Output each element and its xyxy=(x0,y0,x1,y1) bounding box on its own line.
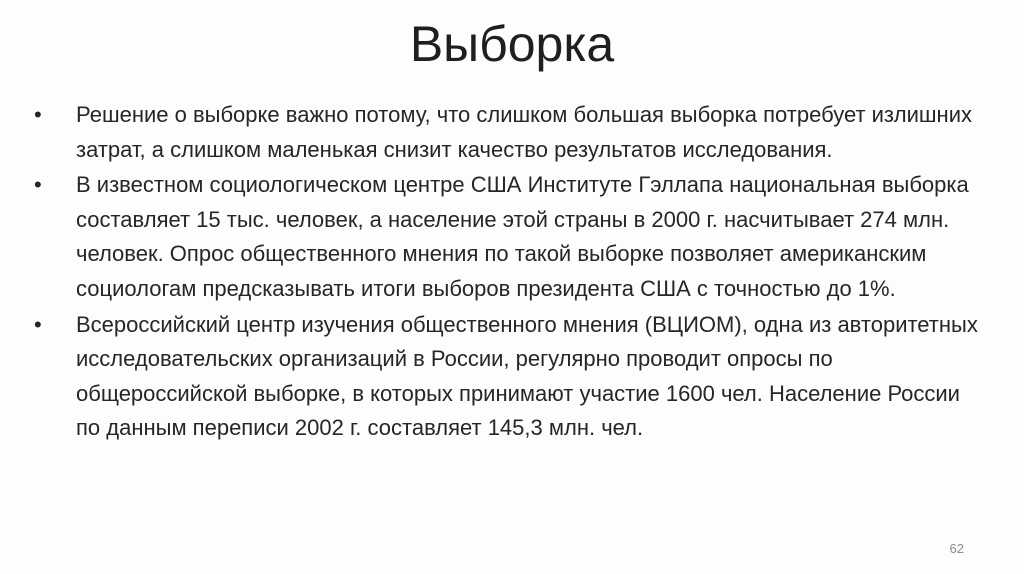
bullet-item xyxy=(34,98,984,167)
bullet-marker: • xyxy=(34,172,42,198)
bullet-marker: • xyxy=(34,311,42,337)
bullet-text: В известном социологическом центре США Институте Гэллапа национальная выборка составляет 15 тыс. человек, а население этой страны в 2000 г. насчитывает 274 млн. человек. Опрос общественного мнения по такой выборке позволяет американским социологам предсказывать итоги выборов президента США с точностью до 1%. xyxy=(76,172,969,301)
bullet-item xyxy=(34,168,984,306)
bullet-text: Всероссийский центр изучения общественного мнения (ВЦИОМ), одна из авторитетных исследовательских организаций в России, регулярно проводит опросы по общероссийской выборке, в которых принимают участие 1600 чел. Население России по данным переписи 2002 г. составляет 145,3 млн. чел. xyxy=(76,311,978,441)
bullet-marker: • xyxy=(34,102,42,127)
slide-title: Выборка xyxy=(409,16,615,72)
bullet-item xyxy=(34,308,984,446)
slide-number: 62 xyxy=(949,541,964,556)
bullet-list xyxy=(34,98,984,447)
bullet-text: Решение о выборке важно потому, что слишком большая выборка потребует излишних затрат, а слишком маленькая снизит качество результатов исследования. xyxy=(76,102,972,162)
